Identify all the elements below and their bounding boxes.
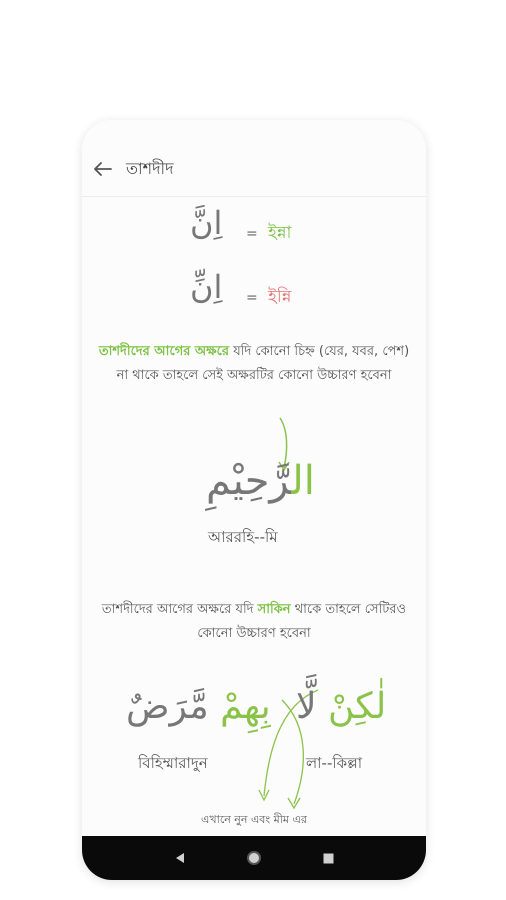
nav-back-icon[interactable]: [168, 846, 192, 870]
example-transliteration-inna: ইন্না: [268, 223, 292, 243]
arabic-bihim: بِهِمْ: [220, 686, 271, 727]
example-transliteration-inni: ইন্নি: [268, 287, 292, 307]
example-arabic-arrahim: [206, 458, 315, 504]
nav-recents-icon[interactable]: [316, 846, 340, 870]
nav-home-icon[interactable]: [242, 846, 266, 870]
arabic-alif-lam: ال: [291, 458, 315, 504]
rule-text: তাশদীদের আগের অক্ষরে যদি: [101, 602, 258, 617]
phone-frame: [82, 120, 426, 880]
example-reading-arrahim: আররহি--মি: [208, 528, 278, 546]
arabic-la: لَّا: [296, 686, 317, 727]
footer-note: এখানে নুন এবং মীম এর: [201, 813, 307, 826]
example-reading-lakilla: লা--কিল্লা: [306, 754, 363, 772]
example-arabic-lakin-la: [296, 686, 386, 727]
example-arabic-inni: اِنِّ: [190, 268, 223, 306]
arrow-left-icon[interactable]: [92, 158, 114, 180]
rule-highlight: তাশদীদের আগের অক্ষরে: [98, 344, 230, 359]
rule-paragraph-1: [94, 340, 414, 388]
system-nav-bar: [82, 836, 426, 880]
rule-text: থাকে তাহলে সেটিরও কোনো উচ্চারণ হবেনা: [197, 602, 407, 641]
equals-sign: =: [246, 226, 258, 242]
example-reading-bihimmaradun: বিহিম্মারাদুন: [138, 754, 208, 772]
arabic-rest: رَّحِيْمِ: [206, 458, 292, 504]
rule-paragraph-2: [94, 598, 414, 646]
rule-highlight: সাকিন: [257, 602, 291, 617]
app-bar: [82, 120, 426, 197]
example-arabic-bihim-maradun: [126, 686, 271, 727]
arabic-lakin: لٰكِنْ: [327, 686, 387, 727]
example-arabic-inna: اِنَّ: [190, 204, 223, 242]
arabic-maradun: مَّرَضٌ: [126, 686, 209, 727]
lesson-content: [82, 196, 426, 836]
equals-sign: =: [246, 290, 258, 306]
rule-text: যদি কোনো চিহ্ন (যের, যবর, পেশ) না থাকে তাহলে সেই অক্ষরটির কোনো উচ্চারণ হবেনা: [116, 344, 410, 383]
page-title: তাশদীদ: [126, 159, 174, 178]
